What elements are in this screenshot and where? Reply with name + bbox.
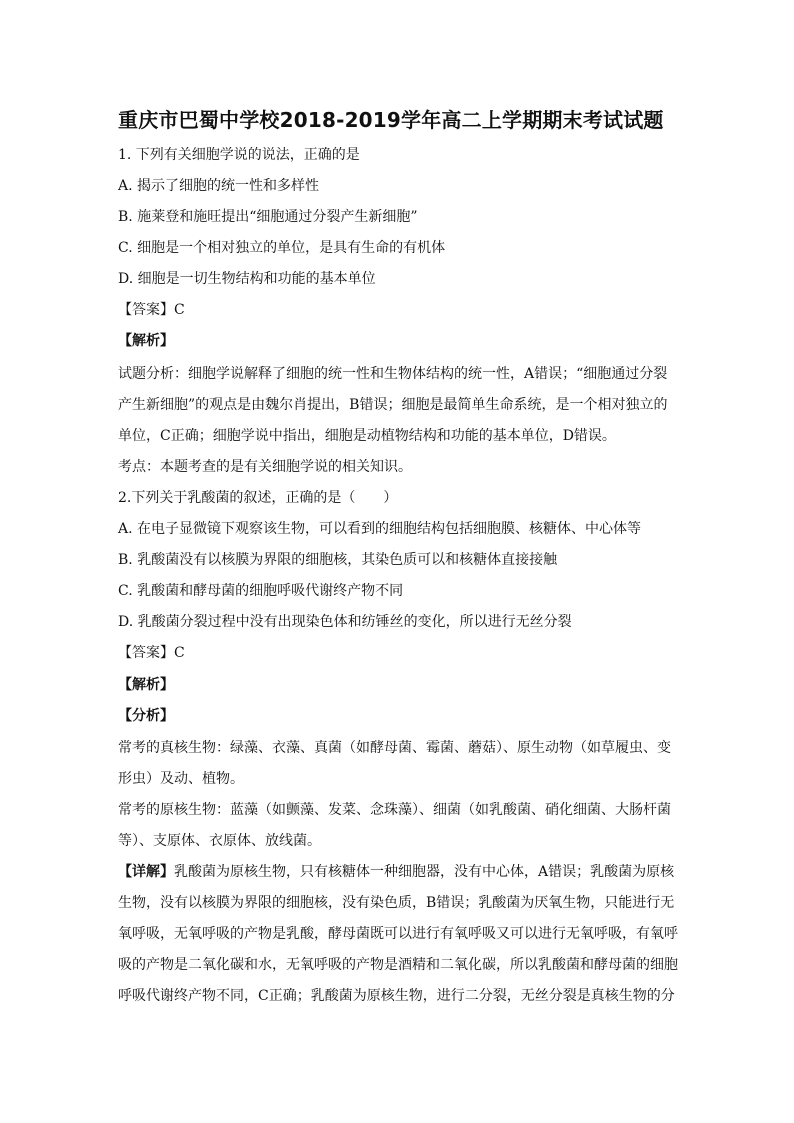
q2-option-a: A. 在电子显微镜下观察该生物，可以看到的细胞结构包括细胞膜、核糖体、中心体等: [118, 521, 642, 537]
q1-stem: 1. 下列有关细胞学说的说法，正确的是: [118, 147, 360, 163]
q2-analysis-heading: 【解析】: [118, 677, 174, 693]
q2-detail-heading: 【详解】: [118, 864, 174, 880]
q2-detail-line: 呼吸代谢终产物不同，C正确；乳酸菌为原核生物，进行二分裂，无丝分裂是真核生物的分: [118, 988, 675, 1004]
q1-kaodian: 考点：本题考查的是有关细胞学说的相关知识。: [118, 459, 412, 475]
q1-analysis-line: 试题分析：细胞学说解释了细胞的统一性和生物体结构的统一性，A错误；“细胞通过分裂: [118, 366, 668, 382]
q1-answer: 【答案】C: [118, 302, 185, 318]
q2-option-b: B. 乳酸菌没有以核膜为界限的细胞核，其染色质可以和核糖体直接接触: [118, 552, 558, 568]
q2-prokaryote-line: 常考的原核生物：蓝藻（如颤藻、发菜、念珠藻）、细菌（如乳酸菌、硝化细菌、大肠杆菌: [118, 802, 671, 818]
q2-eukaryote-line: 形虫）及动、植物。: [118, 771, 244, 787]
q1-analysis-heading: 【解析】: [118, 333, 174, 349]
q2-option-d: D. 乳酸菌分裂过程中没有出现染色体和纺锤丝的变化，所以进行无丝分裂: [118, 614, 572, 630]
q2-option-c: C. 乳酸菌和酵母菌的细胞呼吸代谢终产物不同: [118, 583, 404, 599]
q2-detail-line: [118, 862, 674, 882]
q1-option-b: B. 施莱登和施旺提出“细胞通过分裂产生新细胞”: [118, 209, 418, 225]
q2-fenxi-heading: 【分析】: [118, 708, 174, 724]
q1-option-d: D. 细胞是一切生物结构和功能的基本单位: [118, 271, 376, 287]
q1-analysis-line: 产生新细胞”的观点是由魏尔肖提出，B错误；细胞是最简单生命系统，是一个相对独立的: [118, 397, 668, 413]
q2-prokaryote-line: 等）、支原体、衣原体、放线菌。: [118, 833, 321, 849]
q1-analysis-line: 单位，C正确；细胞学说中指出，细胞是动植物结构和功能的基本单位，D错误。: [118, 428, 616, 444]
q1-option-a: A. 揭示了细胞的统一性和多样性: [118, 178, 320, 194]
q2-eukaryote-line: 常考的真核生物：绿藻、衣藻、真菌（如酵母菌、霉菌、蘑菇）、原生动物（如草履虫、变: [118, 740, 671, 756]
q2-detail-line: 吸的产物是二氧化碳和水，无氧呼吸的产物是酒精和二氧化碳，所以乳酸菌和酵母菌的细胞: [118, 957, 678, 973]
q2-detail-line: 生物，没有以核膜为界限的细胞核，没有染色质，B错误；乳酸菌为厌氧生物，只能进行无: [118, 895, 675, 911]
q2-answer: 【答案】C: [118, 645, 185, 661]
q1-option-c: C. 细胞是一个相对独立的单位，是具有生命的有机体: [118, 240, 446, 256]
q2-detail-text: 乳酸菌为原核生物，只有核糖体一种细胞器，没有中心体，A错误；乳酸菌为原核: [174, 864, 675, 880]
q2-detail-line: 氧呼吸，无氧呼吸的产物是乳酸，酵母菌既可以进行有氧呼吸又可以进行无氧呼吸，有氧呼: [118, 926, 678, 942]
q2-stem: 2.下列关于乳酸菌的叙述，正确的是（ ）: [118, 490, 398, 506]
page-title: 重庆市巴蜀中学校2018-2019学年高二上学期期末考试试题: [118, 108, 664, 132]
